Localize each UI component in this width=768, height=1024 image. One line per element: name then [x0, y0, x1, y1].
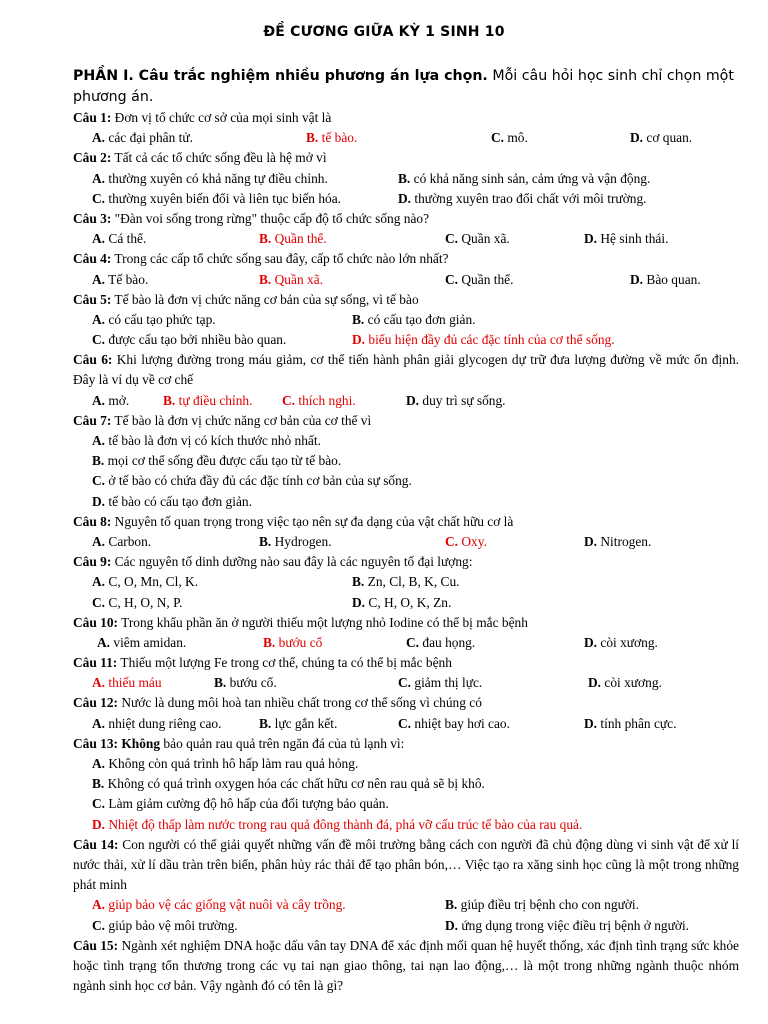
- question-number: Câu 11:: [73, 655, 118, 671]
- options-row: [73, 128, 739, 148]
- option-a: A. C, O, Mn, Cl, K.: [92, 574, 199, 590]
- option-b: B. Không có quá trình oxygen hóa các chất hữu cơ nên rau quả sẽ bị khô.: [92, 776, 485, 792]
- question-11: [73, 653, 739, 673]
- question-number: Câu 12:: [73, 695, 119, 711]
- option-b: B. có cấu tạo đơn giản.: [352, 311, 476, 327]
- option-d: D. tính phân cực.: [584, 715, 677, 731]
- question-text: Nguyên tố quan trọng trong việc tạo nên sự đa dạng của vật chất hữu cơ là: [111, 513, 514, 529]
- option-a: A. tế bào là đơn vị có kích thước nhỏ nhất.: [92, 433, 321, 449]
- option-b: B. tế bào.: [306, 130, 358, 146]
- question-2: [73, 148, 739, 168]
- option-b: B. có khả năng sinh sản, cảm ứng và vận động.: [398, 170, 651, 186]
- question-number: Câu 5:: [73, 291, 112, 307]
- question-6: [73, 350, 739, 390]
- option-b: B. bướu cổ.: [214, 675, 277, 691]
- question-text: Khi lượng đường trong máu giảm, cơ thể tiến hành phân giải glycogen dự trữ đưa lượng đường về mức ổn định. Đây là ví dụ về cơ chế: [73, 352, 739, 388]
- question-text: Nước là dung môi hoà tan nhiều chất trong cơ thể sống vì chúng có: [118, 695, 482, 711]
- question-text: Thiếu một lượng Fe trong cơ thể, chúng ta có thể bị mắc bệnh: [117, 655, 452, 671]
- options-row: [73, 714, 739, 734]
- option-d: D. Hệ sinh thái.: [584, 231, 669, 247]
- option-c: C. ở tế bào có chứa đầy đủ các đặc tính cơ bản của sự sống.: [92, 473, 412, 489]
- section-label: PHẦN I. Câu trắc nghiệm nhiều phương án lựa chọn.: [73, 68, 488, 84]
- option-a: A. viêm amidan.: [97, 634, 187, 650]
- option-b: B. lực gắn kết.: [259, 715, 338, 731]
- options-row: [73, 270, 739, 290]
- option-c: C. được cấu tạo bởi nhiều bào quan.: [92, 332, 287, 348]
- option-a: A. Không còn quá trình hô hấp làm rau quả hỏng.: [92, 756, 359, 772]
- options-row: [73, 593, 739, 613]
- question-number: Câu 10:: [73, 614, 119, 630]
- option-d: D. Bào quan.: [630, 271, 701, 287]
- option-c: C. Quần thể.: [445, 271, 514, 287]
- option-c: C. mô.: [491, 130, 528, 146]
- options-row: [73, 895, 739, 915]
- options-row: [73, 391, 739, 411]
- option-b: B. mọi cơ thể sống đều được cấu tạo từ tế bào.: [92, 453, 342, 469]
- option-d: D. thường xuyên trao đổi chất với môi trường.: [398, 190, 647, 206]
- question-number: Câu 4:: [73, 251, 112, 267]
- question-13: [73, 734, 739, 754]
- option-d: D. Nitrogen.: [584, 533, 652, 549]
- option-b: B. giúp điều trị bệnh cho con người.: [445, 897, 639, 913]
- question-14: [73, 835, 739, 896]
- options-row: [73, 572, 739, 592]
- question-1: [73, 108, 739, 128]
- option-d: D. cơ quan.: [630, 130, 693, 146]
- question-number: Câu 1:: [73, 110, 112, 125]
- option-c: C. Làm giảm cường độ hô hấp của đối tượng bảo quản.: [92, 796, 389, 812]
- option-b: B. tự điều chỉnh.: [163, 392, 253, 408]
- options-row: [73, 673, 739, 693]
- question-5: [73, 290, 739, 310]
- section-note: Mỗi câu hỏi học sinh chỉ chọn một phương án.: [73, 68, 734, 105]
- question-number: Câu 3:: [73, 210, 112, 226]
- option-b: B. Quần thể.: [259, 231, 327, 247]
- question-3: [73, 209, 739, 229]
- option-a: A. mở.: [92, 392, 130, 408]
- question-number: Câu 8:: [73, 513, 112, 529]
- option-a: A. Carbon.: [92, 533, 152, 549]
- option-d: D. C, H, O, K, Zn.: [352, 594, 452, 610]
- option-a: A. có cấu tạo phức tạp.: [92, 311, 216, 327]
- question-list: [73, 108, 739, 996]
- option-c: C. giúp bảo vệ môi trường.: [92, 917, 238, 933]
- option-d: D. duy trì sự sống.: [406, 392, 506, 408]
- option-a: A. giúp bảo vệ các giống vật nuôi và cây trồng.: [92, 897, 346, 913]
- options-row: [73, 229, 739, 249]
- question-number: Câu 13:: [73, 735, 119, 751]
- question-text: Tất cả các tổ chức sống đều là hệ mở vì: [111, 150, 327, 166]
- question-9: [73, 552, 739, 572]
- option-a: A. các đại phân tử.: [92, 130, 193, 146]
- option-c: C. Oxy.: [445, 533, 487, 549]
- question-8: [73, 512, 739, 532]
- question-number: Câu 14:: [73, 836, 119, 852]
- option-c: C. đau họng.: [406, 634, 476, 650]
- question-number: Câu 7:: [73, 412, 112, 428]
- question-keyword: Không: [118, 735, 161, 751]
- option-a: A. nhiệt dung riêng cao.: [92, 715, 222, 731]
- document-title: ĐỀ CƯƠNG GIỮA KỲ 1 SINH 10: [263, 24, 505, 40]
- option-c: C. giảm thị lực.: [398, 675, 483, 691]
- option-a: A. thiếu máu: [92, 675, 162, 691]
- question-text: bảo quản rau quả trên ngăn đá của tủ lạnh vì:: [160, 735, 405, 751]
- question-number: Câu 15:: [73, 937, 119, 953]
- option-d: D. tế bào có cấu tạo đơn giản.: [92, 493, 252, 509]
- question-text: Tế bào là đơn vị chức năng cơ bản của sự sống, vì tế bào: [111, 291, 419, 307]
- question-text: Tế bào là đơn vị chức năng cơ bản của cơ thể vì: [111, 412, 372, 428]
- question-number: Câu 2:: [73, 150, 112, 166]
- question-number: Câu 9:: [73, 554, 112, 570]
- option-c: C. nhiệt bay hơi cao.: [398, 715, 510, 731]
- option-d: D. biểu hiện đầy đủ các đặc tính của cơ thể sống.: [352, 332, 615, 348]
- options-row: [73, 169, 739, 189]
- options-row: [73, 633, 739, 653]
- option-a: A. Cá thể.: [92, 231, 147, 247]
- option-c: C. C, H, O, N, P.: [92, 594, 183, 610]
- option-d: D. còi xương.: [584, 634, 658, 650]
- question-7: [73, 411, 739, 431]
- options-row: [73, 310, 739, 330]
- option-c: C. thường xuyên biến đổi và liên tục biến hóa.: [92, 190, 342, 206]
- question-10: [73, 613, 739, 633]
- option-b: B. Zn, Cl, B, K, Cu.: [352, 574, 460, 590]
- option-c: C. thích nghi.: [282, 392, 356, 408]
- option-a: A. thường xuyên có khả năng tự điều chỉnh.: [92, 170, 328, 186]
- option-c: C. Quần xã.: [445, 231, 510, 247]
- option-d: D. còi xương.: [588, 675, 662, 691]
- question-4: [73, 249, 739, 269]
- options-row: [73, 532, 739, 552]
- option-d: D. Nhiệt độ thấp làm nước trong rau quả đông thành đá, phá vỡ cấu trúc tế bào của rau quả.: [92, 816, 583, 832]
- option-a: A. Tế bào.: [92, 271, 149, 287]
- options-row: [73, 916, 739, 936]
- question-12: [73, 693, 739, 713]
- question-text: Các nguyên tố dinh dưỡng nào sau đây là các nguyên tố đại lượng:: [111, 554, 473, 570]
- question-15: [73, 936, 739, 997]
- question-number: Câu 6:: [73, 352, 113, 368]
- option-d: D. ứng dụng trong việc điều trị bệnh ở người.: [445, 917, 690, 933]
- question-text: Con người có thể giải quyết những vấn đề môi trường bằng cách con người đã chủ động dùng vi sinh vật để xử lí nước thải, xử lí dầu tràn trên biển, phân hủy rác thải để tạo phân bón,… Việc tạo ra xăng sinh học cũng là một trong những phát minh: [73, 836, 740, 893]
- question-text: Ngành xét nghiệm DNA hoặc dấu vân tay DNA để xác định mối quan hệ huyết thống, xác định tình trạng sức khỏe hoặc tình trạng tổn thương trong các vụ tai nạn giao thông, tai nạn lao động,… là một trong những ngành thuộc nhóm ngành sinh học cơ bản. Vậy ngành đó có tên là gì?: [73, 937, 739, 994]
- option-b: B. Hydrogen.: [259, 533, 332, 549]
- options-row: [73, 189, 739, 209]
- option-b: B. Quần xã.: [259, 271, 323, 287]
- question-text: "Đàn voi sống trong rừng" thuộc cấp độ tổ chức sống nào?: [111, 210, 430, 226]
- section-heading: [73, 66, 745, 108]
- options-row: [73, 330, 739, 350]
- question-text: Đơn vị tổ chức cơ sở của mọi sinh vật là: [111, 110, 332, 125]
- question-text: Trong khẩu phần ăn ở người thiếu một lượng nhỏ Iodine có thể bị mắc bệnh: [118, 614, 528, 630]
- option-b: B. bướu cổ: [263, 634, 323, 650]
- question-text: Trong các cấp tổ chức sống sau đây, cấp tổ chức nào lớn nhất?: [111, 251, 449, 267]
